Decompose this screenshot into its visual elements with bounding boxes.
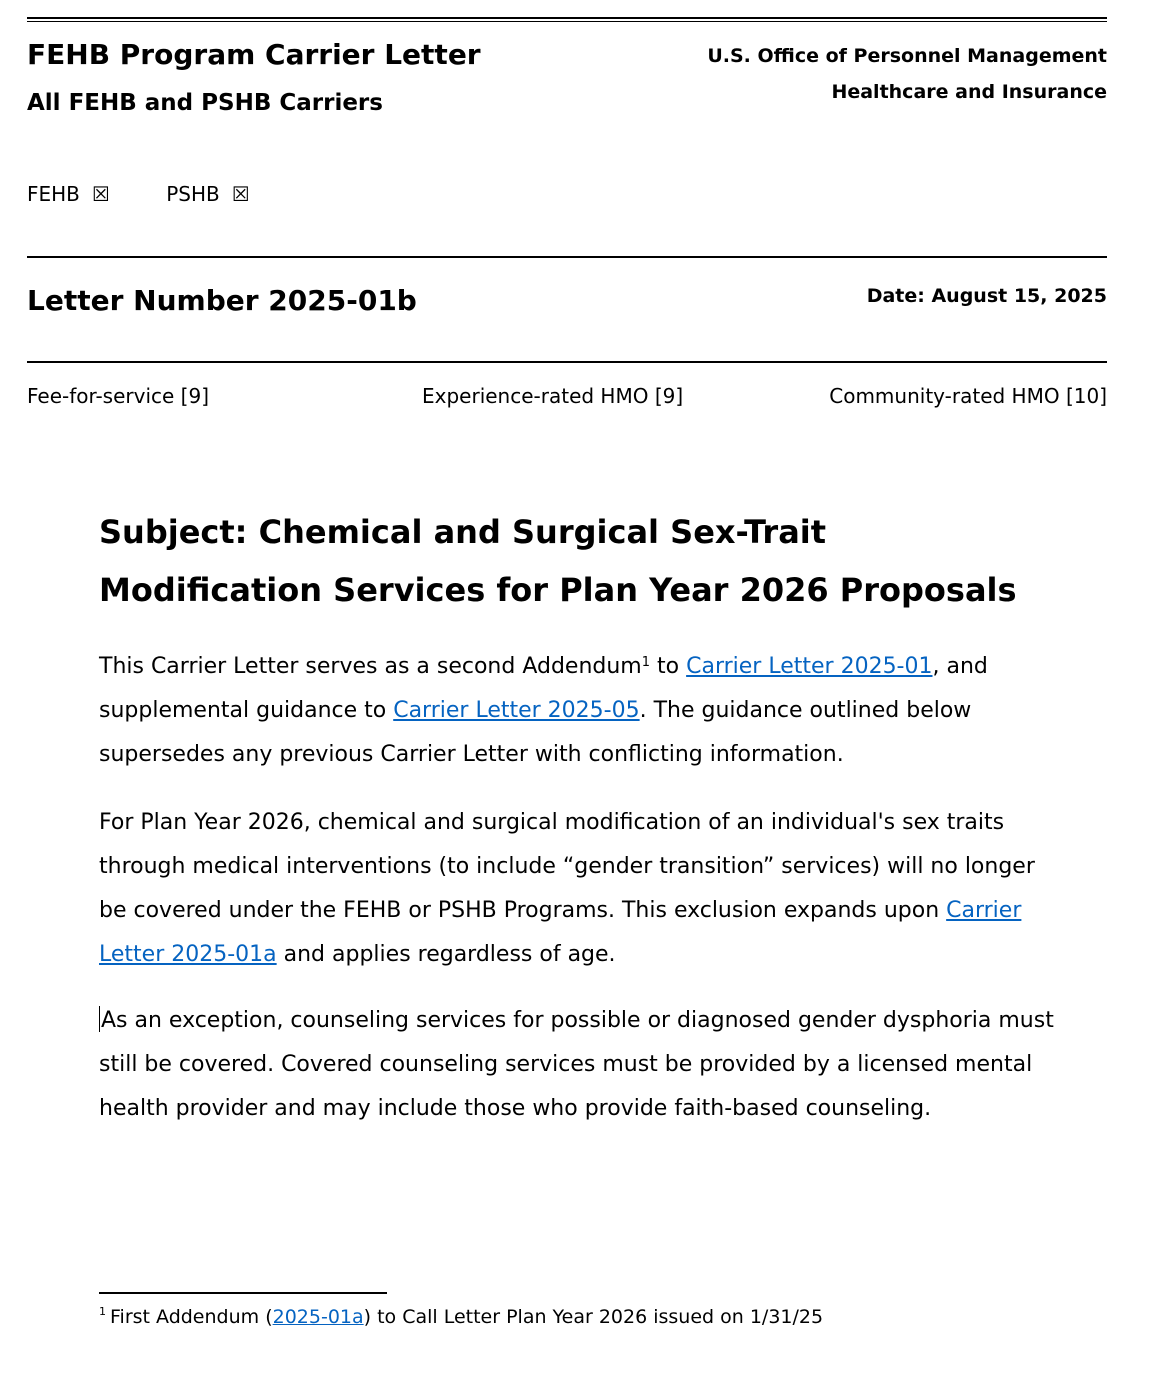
p1-text-b: to (650, 654, 687, 679)
program-fehb-label: FEHB (27, 182, 80, 206)
link-carrier-letter-2025-05[interactable]: Carrier Letter 2025-05 (393, 698, 640, 723)
top-double-rule (27, 17, 1107, 19)
section-divider (27, 361, 1107, 363)
p1-text-d: . The guidance outlined below supersedes any previous Carrier Letter with conflicting information. (99, 698, 972, 767)
agency-division: Healthcare and Insurance (831, 81, 1107, 103)
category-experience-rated-hmo: Experience-rated HMO [9] (422, 384, 684, 408)
program-pshb-label: PSHB (166, 182, 220, 206)
p3-text: As an exception, counseling services for possible or diagnosed gender dysphoria must still be covered. Covered counseling services must be provided by a licensed mental health provider and may include those who provide faith-based counseling. (99, 1008, 1054, 1121)
footnote-text-a: First Addendum ( (110, 1306, 273, 1328)
letter-date: Date: August 15, 2025 (866, 285, 1107, 307)
p1-text-c: , and supplemental guidance to (99, 654, 988, 723)
footnote-reference[interactable]: 1 (641, 655, 651, 670)
program-pshb (166, 182, 249, 206)
p2-text-a: For Plan Year 2026, chemical and surgical modification of an individual's sex traits through medical interventions (to include “gender transition” services) will no longer be covered under the FEHB or PSHB Programs. This exclusion expands upon (99, 810, 1035, 923)
program-fehb (27, 182, 110, 206)
subject-heading: Subject: Chemical and Surgical Sex-Trait Modification Services for Plan Year 2026 Proposals (99, 513, 1017, 609)
footnote-separator (99, 1292, 387, 1294)
category-fee-for-service: Fee-for-service [9] (27, 384, 210, 408)
agency-block (707, 38, 1107, 110)
letter-title: FEHB Program Carrier Letter (27, 38, 481, 71)
body-paragraph-1 (99, 645, 1059, 777)
p2-text-b: and applies regardless of age. (276, 942, 616, 967)
p1-text-a: This Carrier Letter serves as a second Addendum (99, 654, 642, 679)
footnote-text-b: ) to Call Letter Plan Year 2026 issued on 1/31/25 (363, 1306, 824, 1328)
checked-box-icon[interactable]: ☒ (231, 182, 250, 206)
letter-audience: All FEHB and PSHB Carriers (27, 90, 383, 116)
category-community-rated-hmo: Community-rated HMO [10] (829, 384, 1107, 408)
top-double-rule-inner (27, 21, 1107, 22)
link-footnote-2025-01a[interactable]: 2025-01a (272, 1306, 364, 1328)
footnote-mark: 1 (99, 1305, 106, 1318)
letter-number: Letter Number 2025-01b (27, 284, 417, 317)
footnote (99, 1306, 823, 1328)
link-carrier-letter-2025-01a[interactable]: Carrier Letter 2025-01a (99, 898, 1022, 967)
body-paragraph-3[interactable] (99, 999, 1059, 1131)
body-paragraph-2 (99, 801, 1059, 977)
agency-name: U.S. Office of Personnel Management (707, 45, 1107, 67)
program-checkboxes (27, 182, 250, 206)
link-carrier-letter-2025-01[interactable]: Carrier Letter 2025-01 (686, 654, 933, 679)
checked-box-icon[interactable]: ☒ (91, 182, 110, 206)
text-cursor (99, 1006, 100, 1032)
section-divider (27, 256, 1107, 258)
